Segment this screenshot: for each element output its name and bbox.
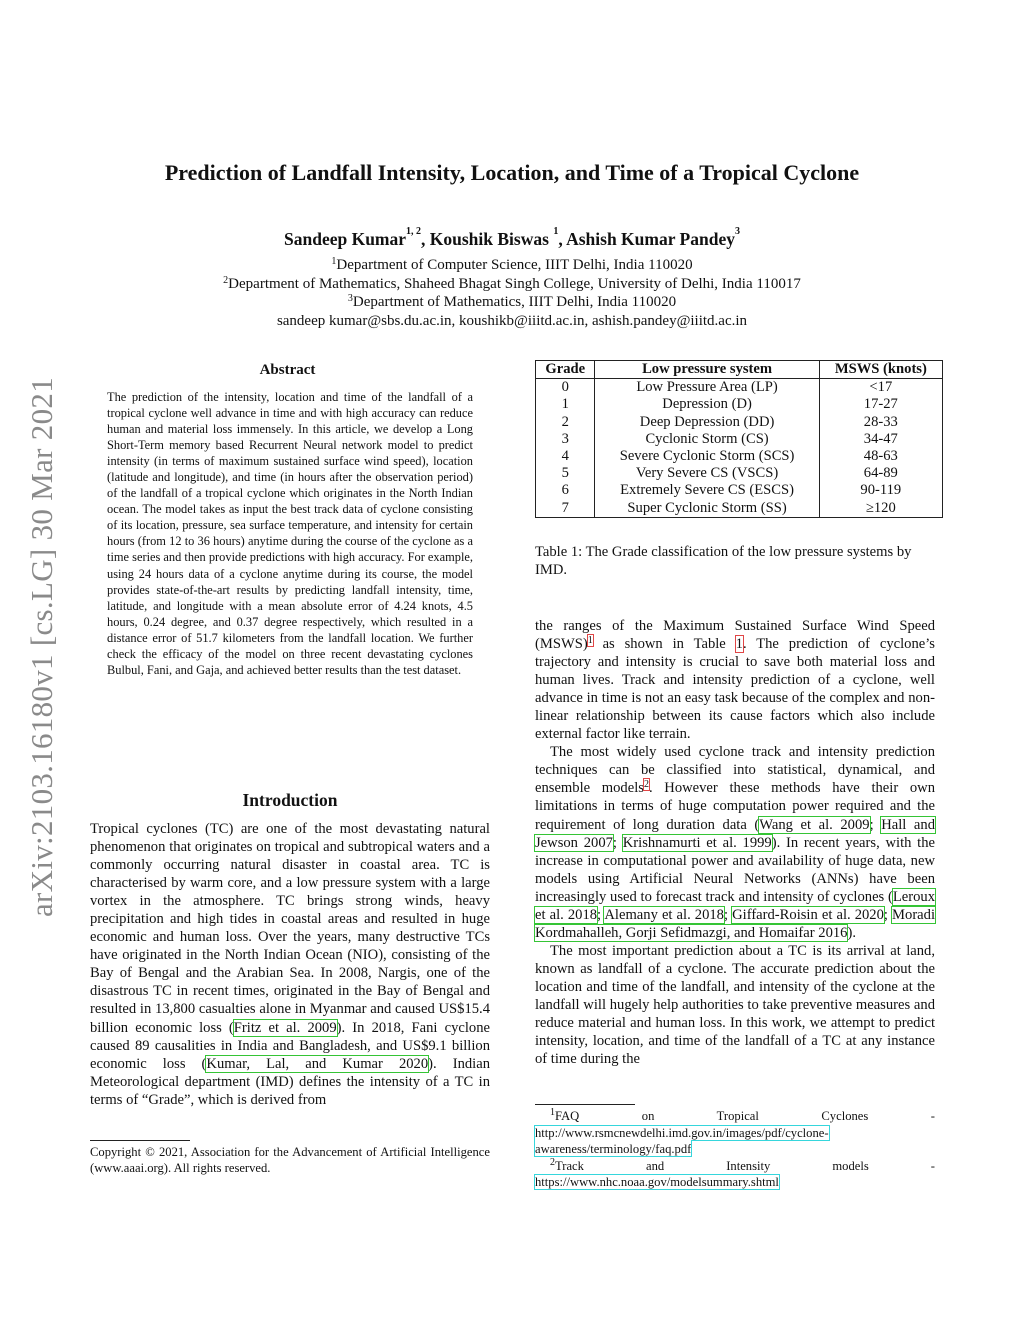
column-header: MSWS (knots) [819, 361, 942, 379]
table-cell: 64-89 [819, 465, 942, 482]
table-cell: 90-119 [819, 482, 942, 499]
arxiv-stamp [22, 352, 62, 942]
table-row [536, 396, 943, 413]
table-caption: Table 1: The Grade classification of the low pressure systems by IMD. [535, 544, 912, 578]
text-run: ; [883, 906, 893, 923]
table-cell: 6 [536, 482, 595, 499]
column-header: Grade [536, 361, 595, 379]
footnote [535, 1158, 935, 1191]
table-cell: 17-27 [819, 396, 942, 413]
table-row [536, 379, 943, 397]
paragraph [90, 820, 490, 1109]
footnotes [535, 1108, 935, 1191]
table-cell: ≥120 [819, 500, 942, 518]
author-3-affil: 3 [734, 226, 740, 237]
author-emails: sandeep kumar@sbs.du.ac.in, koushikb@iiitd.ac.in, ashish.pandey@iiitd.ac.in [276, 312, 748, 329]
table-cell: 28-33 [819, 414, 942, 431]
table-cell: Super Cyclonic Storm (SS) [595, 500, 819, 518]
table-cell: 4 [536, 448, 595, 465]
abstract-text: The prediction of the intensity, location and time of the landfall of a tropical cyclone well advance in time and with high accuracy can reduce human and material loss immensely. In this article, we develop a Long Short-Term memory based Recurrent Neural network model to predict intensity (in terms of maximum sustained surface wind speed), location (latitude and longitude), and time (in hours after the observation period) of the landfall of a tropical cyclone which originates in the North Indian ocean. The model takes as input the best track data of cyclone consisting of its location, pressure, sea surface temperature, and intensity for certain hours (from 12 to 36 hours) anytime during the course of the cyclone as a time series and then provide predictions with high accuracy. For example, using 24 hours data of a cyclone anytime during its course, the model provides state-of-the-art results by predicting landfall intensity, time, latitude, and longitude with a mean absolute error of 4.24 knots, 4.5 hours, 0.24 degree, and 0.37 degree respectively, which resulted in a distance error of 51.7 kilometers from the landfall location. We further check the efficacy of the model on three recent devastating cyclones Bulbul, Fani, and Gaja, and achieved better results than the test dataset. [107, 390, 473, 677]
copyright-notice: Copyright © 2021, Association for the Advancement of Artificial Intelligence (www.aaai.org). All rights reserved. [90, 1145, 490, 1176]
table-cell: Low Pressure Area (LP) [595, 379, 819, 397]
text-run: . However these methods have their own limitations in terms of huge computation power required and the requirement of long duration data ( [535, 780, 936, 833]
table-row [536, 482, 943, 499]
table-cell: Very Severe CS (VSCS) [595, 465, 819, 482]
text-run: as shown in Table [592, 636, 736, 653]
introduction-heading: Introduction [242, 790, 338, 810]
table-cell: 48-63 [819, 448, 942, 465]
author-1-affil: 1, 2 [406, 226, 422, 237]
text-run: . The prediction of cyclone’s trajectory and intensity is crucial to save both material loss and human lives. Track and intensity prediction of a cyclone, well advance in time is not an easy task because of the complex and non-linear relationship between its cause factors which also include external factor like terrain. [535, 636, 935, 743]
citation-link[interactable]: Alemany et al. 2018 [604, 906, 724, 923]
table-cell: Extremely Severe CS (ESCS) [595, 482, 819, 499]
text-run: The most important prediction about a TC is its arrival at land, known as landfall of a cyclone. The accurate prediction about the location and time of the landfall, and intensity of the cyclone at the landfall will hugely help authorities to take preventive measures and reduce material and human loss. In this work, we attempt to predict intensity, location, and time of the landfall of a TC at any instance of time during the [535, 942, 935, 1068]
table-row [536, 500, 943, 518]
citation-link[interactable]: Giffard-Roisin et al. 2020 [732, 906, 884, 923]
footnote-divider [535, 1104, 635, 1105]
footnote-number: 2 [550, 1156, 555, 1168]
table-cell: 34-47 [819, 431, 942, 448]
abstract-section [90, 362, 490, 678]
affiliation-marker: 1 [331, 256, 337, 267]
citation-link[interactable]: Leroux et al. 2018 [535, 888, 935, 923]
table-cell: 7 [536, 500, 595, 518]
affiliations [90, 256, 934, 330]
affiliation-marker: 2 [223, 274, 229, 286]
table-cell: 0 [536, 379, 595, 397]
paper-title: Prediction of Landfall Intensity, Location, and Time of a Tropical Cyclone [164, 160, 860, 185]
text-run: ; [597, 906, 605, 923]
citation-link[interactable]: Kumar, Lal, and Kumar 2020 [206, 1055, 429, 1072]
table-cell: Depression (D) [595, 396, 819, 413]
footnote-text: Track and Intensity models - [555, 1158, 935, 1173]
author-3: , Ashish Kumar Pandey [558, 229, 735, 249]
footnote-text: FAQ on Tropical Cyclones - [555, 1109, 935, 1123]
column-header: Low pressure system [595, 361, 819, 379]
footnote-url-link[interactable]: http://www.rsmcnewdelhi.imd.gov.in/images/pdf/cyclone-awareness/terminology/faq.pdf [535, 1125, 829, 1156]
affiliation-marker: 3 [347, 293, 353, 305]
affiliation-text: Department of Computer Science, IIIT Delhi, India 110020 [336, 257, 693, 273]
table-cell: 5 [536, 465, 595, 482]
table-cell: Deep Depression (DD) [595, 414, 819, 431]
text-run: ). [847, 924, 856, 941]
footnote-url-link[interactable]: https://www.nhc.noaa.gov/modelsummary.shtml [535, 1175, 779, 1189]
table-row [536, 414, 943, 431]
text-run: ; [612, 834, 623, 851]
body-text-right [535, 617, 935, 1068]
text-run: ). Indian Meteorological department (IMD) defines the intensity of a TC in terms of “Grade”, which is derived from [90, 1055, 490, 1108]
affiliation [90, 275, 934, 294]
paragraph [535, 743, 935, 942]
text-run: ; [869, 816, 882, 833]
table-cell: <17 [819, 379, 942, 397]
affiliation-text: Department of Mathematics, Shaheed Bhagat Singh College, University of Delhi, India 110017 [228, 275, 801, 292]
table-cell: 2 [536, 414, 595, 431]
table-header-row [536, 361, 943, 379]
citation-link[interactable]: Wang et al. 2009 [759, 816, 870, 833]
citation-link[interactable]: Fritz et al. 2009 [233, 1019, 337, 1036]
table-ref-link[interactable]: 1 [735, 636, 743, 653]
table-cell: 1 [536, 396, 595, 413]
affiliation [90, 293, 934, 312]
table-cell: Cyclonic Storm (CS) [595, 431, 819, 448]
text-run: the ranges of the Maximum Sustained Surface Wind Speed (MSWS) [535, 618, 935, 653]
author-list [90, 226, 934, 250]
table-cell: Severe Cyclonic Storm (SCS) [595, 448, 819, 465]
abstract-heading: Abstract [259, 362, 316, 378]
text-run: Tropical cyclones (TC) are one of the most devastating natural phenomenon that originates on tropical and subtropical waters and a commonly occurring natural disaster in coastal area. TC is characterised by warm core, and a low pressure system with a large vortex in the atmosphere. TC brings strong winds, heavy precipitation and high tides in coastal areas and resulted in huge economic and human loss. Over the years, many destructive TCs have originated in the North Indian Ocean (NIO), consisting of the Bay of Bengal and the Arabian Sea. In 2008, Nargis, one of the disastrous TC in recent times, originated in the Bay of Bengal and resulted in 13,800 casualties alone in Myanmar and caused US$15.4 billion economic loss ( [90, 821, 490, 1036]
affiliation [90, 256, 934, 275]
author-2-affil: 1 [553, 226, 559, 237]
citation-link[interactable]: Moradi Kordmahalleh, Gorji Sefidmazgi, and Homaifar 2016 [535, 906, 936, 941]
author-1: Sandeep Kumar [284, 229, 407, 249]
table-cell: 3 [536, 431, 595, 448]
citation-link[interactable]: Hall and Jewson 2007 [535, 816, 935, 851]
affiliation-text: Department of Mathematics, IIIT Delhi, India 110020 [352, 294, 677, 311]
table-row [536, 431, 943, 448]
paragraph [535, 942, 935, 1068]
paragraph [535, 617, 935, 743]
author-2: , Koushik Biswas [421, 229, 554, 249]
text-run: ; [723, 906, 733, 923]
table-row [536, 448, 943, 465]
grade-table [535, 360, 943, 518]
introduction-text [90, 820, 490, 1109]
text-run: ). In 2018, Fani cyclone caused 89 causalities in India and Bangladesh, and US$9.1 billion economic loss ( [90, 1019, 490, 1072]
footnote-link[interactable]: 2 [643, 779, 649, 791]
footnote-divider [90, 1140, 190, 1141]
arxiv-id: arXiv:2103.16180v1 [cs.LG] 30 Mar 2021 [24, 376, 60, 918]
text-run: The most widely used cyclone track and intensity prediction techniques can be classified into statistical, dynamical, and ensemble models [535, 744, 935, 797]
text-run: ). In recent years, with the increase in computational power and availability of huge data, new models using Artificial Neural Networks (ANNs) have been increasingly used to forecast track and intensity of cyclones ( [535, 834, 936, 905]
citation-link[interactable]: Krishnamurti et al. 1999 [622, 834, 772, 851]
table-row [536, 465, 943, 482]
footnote-link[interactable]: 1 [587, 635, 593, 647]
footnote [535, 1108, 935, 1158]
footnote-number: 1 [550, 1107, 555, 1118]
